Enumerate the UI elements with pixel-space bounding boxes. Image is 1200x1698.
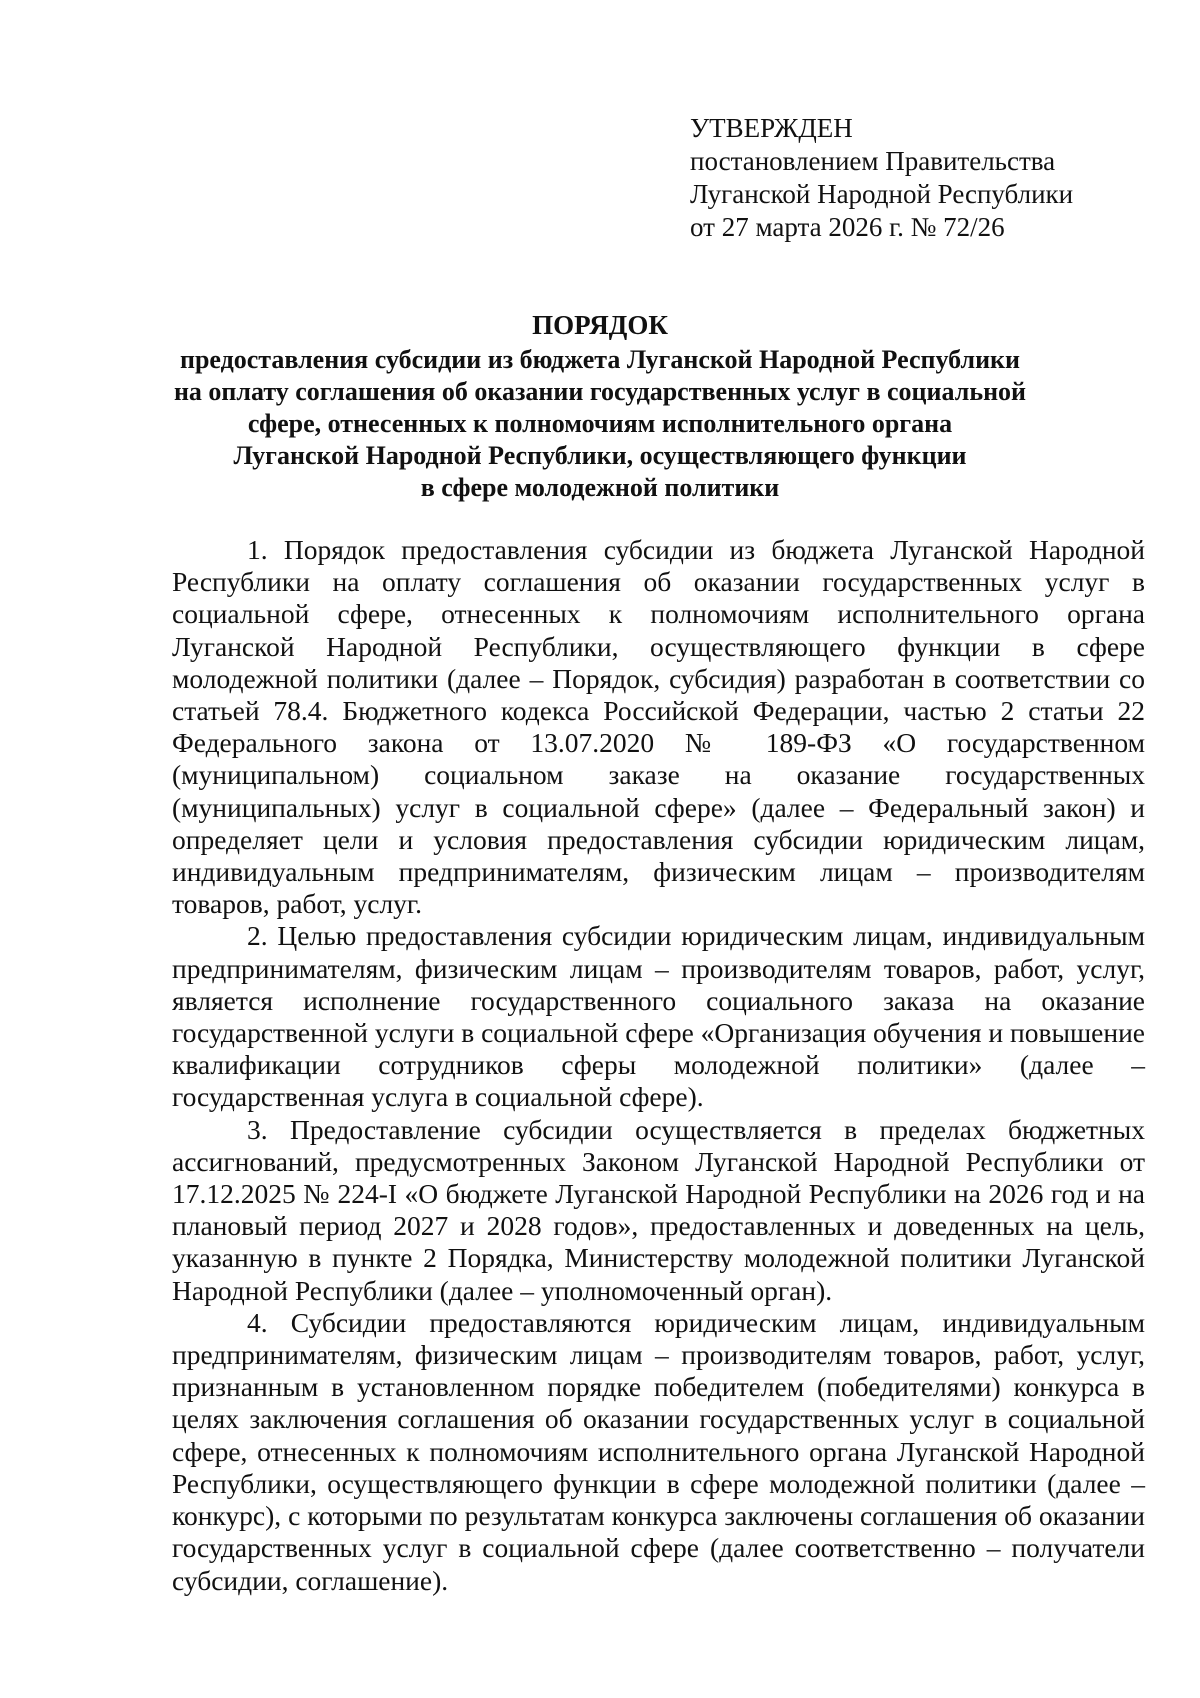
document-subtitle-line: в сфере молодежной политики <box>420 473 780 502</box>
document-subtitle-line: на оплату соглашения об оказании государственных услуг в социальной <box>173 377 1027 406</box>
approval-date-number: от 27 марта 2026 г. № 72/26 <box>690 212 1005 242</box>
document-title: ПОРЯДОК <box>532 310 668 340</box>
paragraph-3: 3. Предоставление субсидии осуществляется в пределах бюджетных ассигнований, предусмотренных Законом Луганской Народной Республики от 17.12.2025 № 224-I «О бюджете Луганской Народной Республики на 2026 год и на плановый период 2027 и 2028 годов», предоставленных и доведенных на цель, указанную в пункте 2 Порядка, Министерству молодежной политики Луганской Народной Республики (далее – уполномоченный орган). <box>172 1113 1145 1306</box>
document-subtitle-line: сфере, отнесенных к полномочиям исполнительного органа <box>247 409 953 438</box>
document-subtitle-line: Луганской Народной Республики, осуществляющего функции <box>233 441 967 470</box>
paragraph-1: 1. Порядок предоставления субсидии из бюджета Луганской Народной Республики на оплату соглашения об оказании государственных услуг в социальной сфере, отнесенных к полномочиям исполнительного органа Луганской Народной Республики, осуществляющего функции в сфере молодежной политики (далее – Порядок, субсидия) разработан в соответствии со статьей 78.4. Бюджетного кодекса Российской Федерации, частью 2 статьи 22 Федерального закона от 13.07.2020 № 189-ФЗ «О государственном (муниципальном) социальном заказе на оказание государственных (муниципальных) услуг в социальной сфере» (далее – Федеральный закон) и определяет цели и условия предоставления субсидии юридическим лицам, индивидуальным предпринимателям, физическим лицам – производителям товаров, работ, услуг. <box>172 534 1145 920</box>
approval-stamp-block <box>690 112 1170 244</box>
approval-heading: УТВЕРЖДЕН <box>690 113 853 143</box>
document-subtitle-line: предоставления субсидии из бюджета Луганской Народной Республики <box>179 345 1021 374</box>
paragraph-4: 4. Субсидии предоставляются юридическим лицам, индивидуальным предпринимателям, физическим лицам – производителям товаров, работ, услуг, признанным в установленном порядке победителем (победителями) конкурса в целях заключения соглашения об оказании государственных услуг в социальной сфере, отнесенных к полномочиям исполнительного органа Луганской Народной Республики, осуществляющего функции в сфере молодежной политики (далее – конкурс), с которыми по результатам конкурса заключены соглашения об оказании государственных услуг в социальной сфере (далее соответственно – получатели субсидии, соглашение). <box>172 1306 1145 1596</box>
document-title-block <box>150 308 1050 504</box>
approval-authority: Луганской Народной Республики <box>690 179 1074 209</box>
paragraph-2: 2. Целью предоставления субсидии юридическим лицам, индивидуальным предпринимателям, физическим лицам – производителям товаров, работ, услуг, является исполнение государственного социального заказа на оказание государственной услуги в социальной сфере «Организация обучения и повышение квалификации сотрудников сферы молодежной политики» (далее – государственная услуга в социальной сфере). <box>172 920 1145 1113</box>
document-body <box>172 534 1145 1597</box>
approval-decree: постановлением Правительства <box>690 146 1056 176</box>
